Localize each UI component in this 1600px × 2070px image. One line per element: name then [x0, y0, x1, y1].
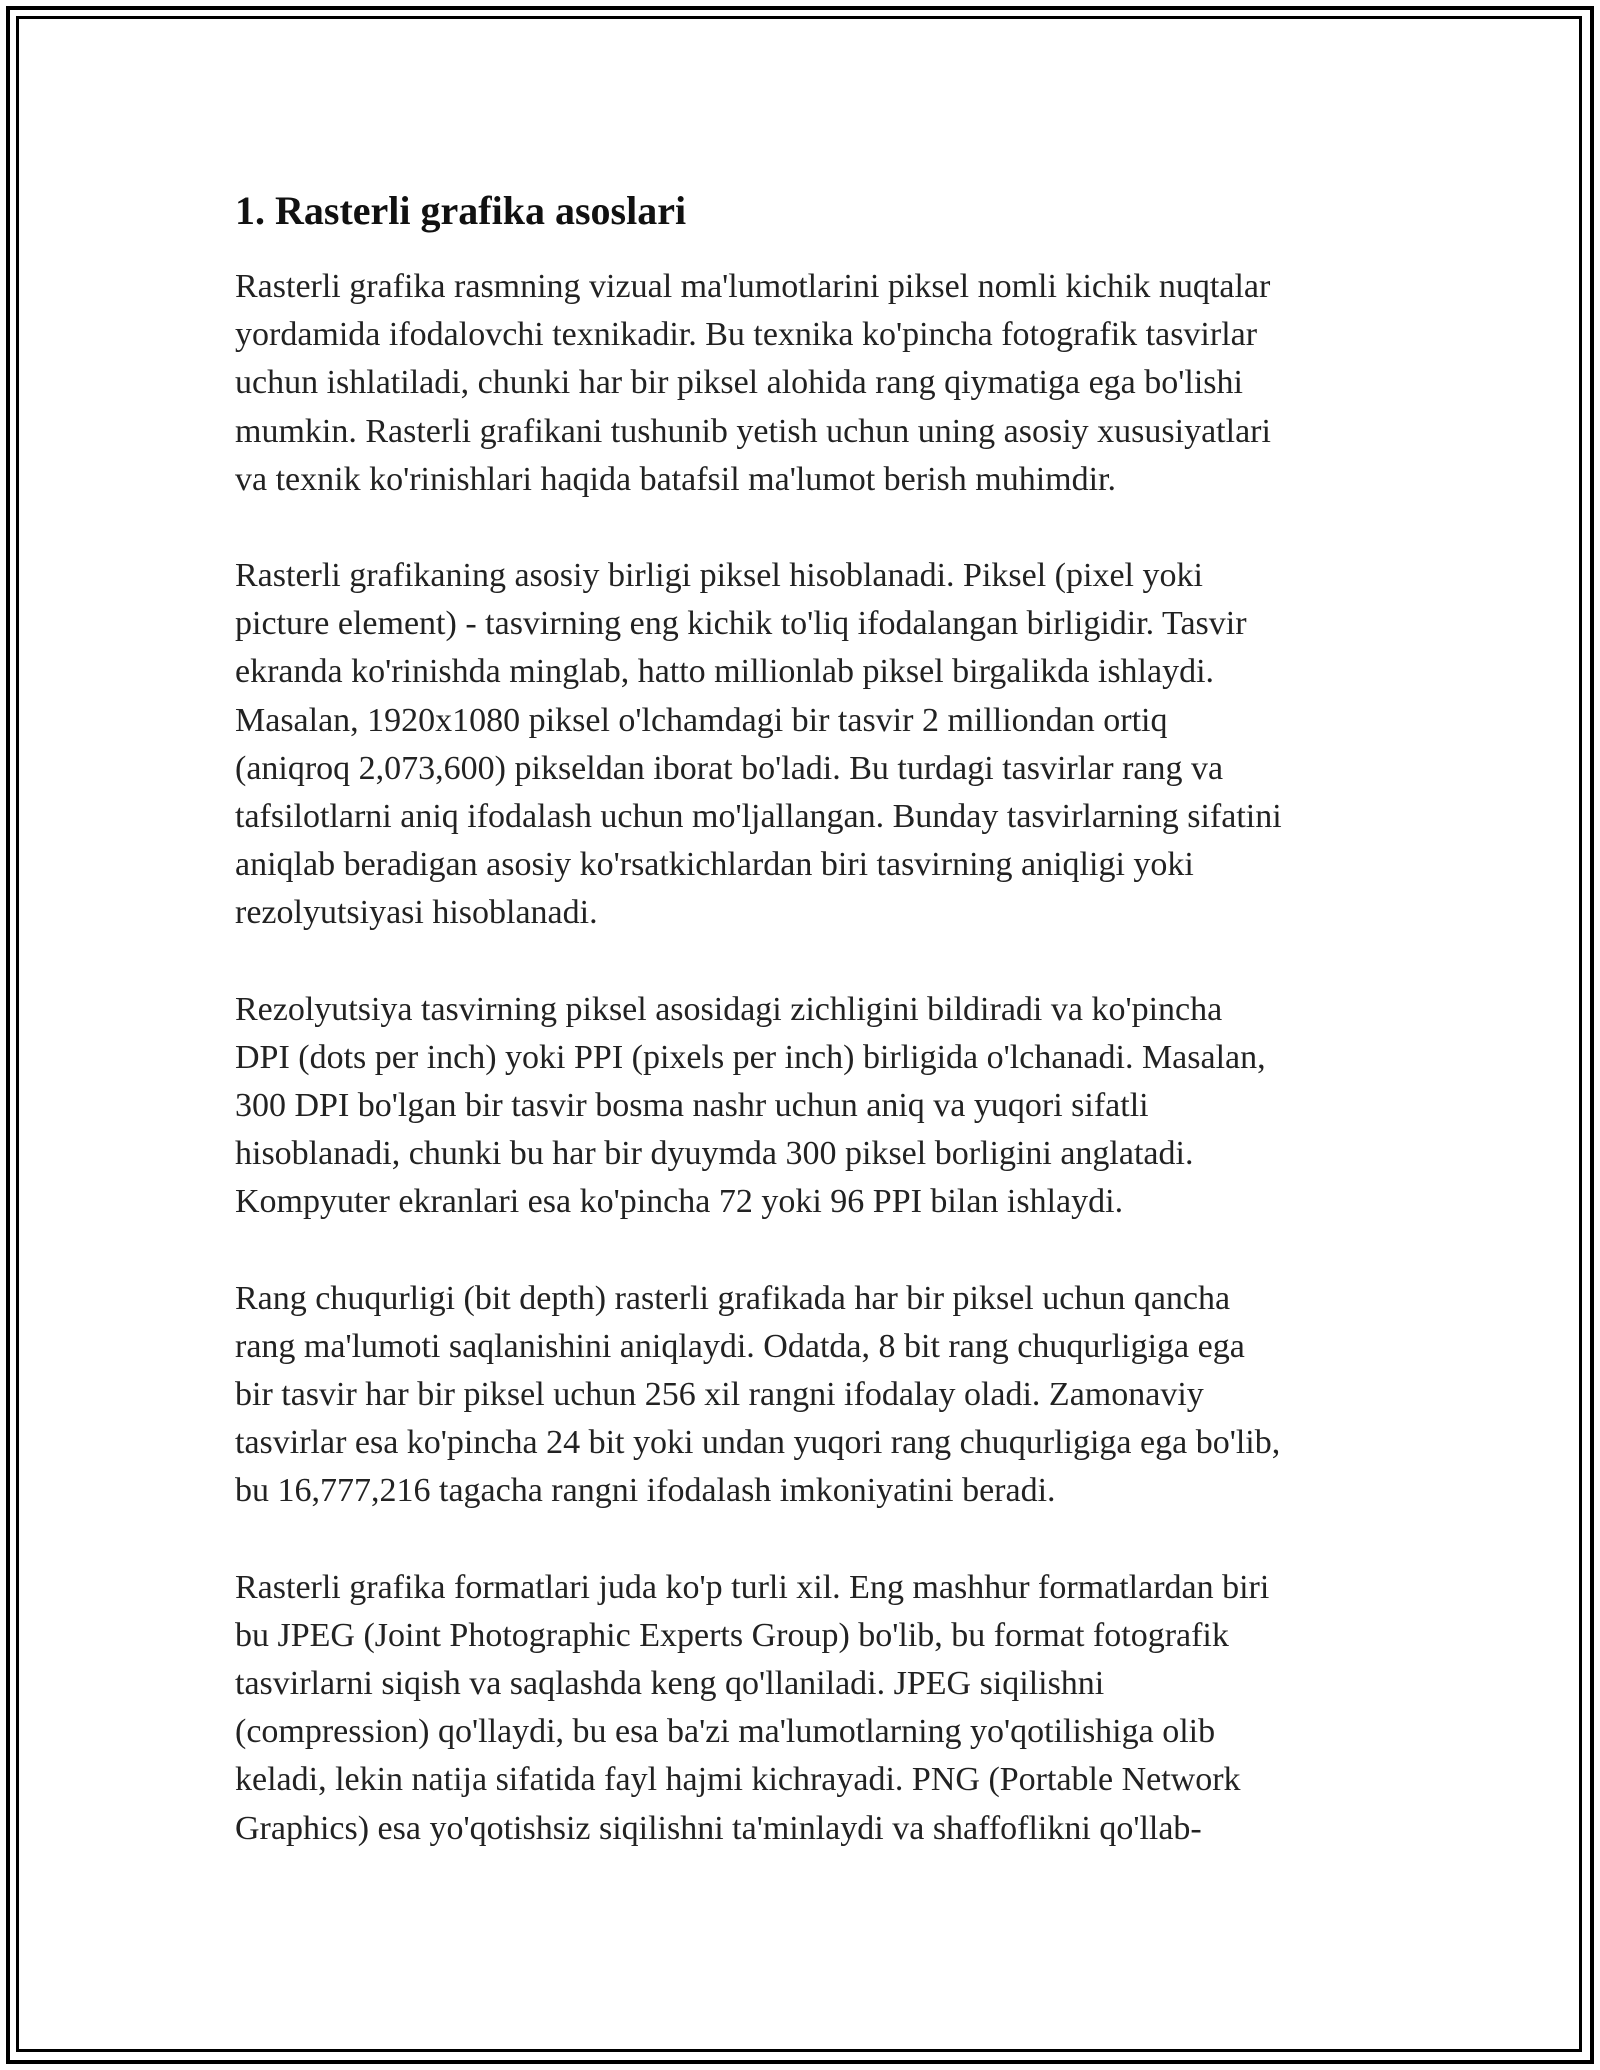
- paragraph-resolution: [235, 986, 1375, 1227]
- text-line: bu 16,777,216 tagacha rangni ifodalash imkoniyatini beradi.: [235, 1472, 1056, 1510]
- text-line: Rasterli grafikaning asosiy birligi piksel hisoblanadi. Piksel (pixel yoki: [235, 557, 1203, 595]
- text-line: Rang chuqurligi (bit depth) rasterli grafikada har bir piksel uchun qancha: [235, 1279, 1231, 1317]
- text-line: picture element) - tasvirning eng kichik to'liq ifodalangan birligidir. Tasvir: [235, 605, 1247, 643]
- text-line: Masalan, 1920x1080 piksel o'lchamdagi bir tasvir 2 milliondan ortiq: [235, 701, 1168, 739]
- text-line: 300 DPI bo'lgan bir tasvir bosma nashr uchun aniq va yuqori sifatli: [235, 1087, 1149, 1125]
- paragraph-pixel: [235, 552, 1375, 938]
- text-line: Rasterli grafika rasmning vizual ma'lumotlarini piksel nomli kichik nuqtalar: [235, 268, 1271, 305]
- text-line: tafsilotlarni aniq ifodalash uchun mo'ljallangan. Bunday tasvirlarning sifatini: [235, 798, 1282, 836]
- text-line: Rezolyutsiya tasvirning piksel asosidagi zichligini bildiradi va ko'pincha: [235, 990, 1223, 1028]
- text-line: keladi, lekin natija sifatida fayl hajmi kichrayadi. PNG (Portable Network: [235, 1761, 1241, 1799]
- text-line: rezolyutsiyasi hisoblanadi.: [235, 894, 598, 932]
- text-line: (aniqroq 2,073,600) pikseldan iborat bo'ladi. Bu turdagi tasvirlar rang va: [235, 749, 1224, 787]
- paragraph-bit-depth: [235, 1275, 1375, 1516]
- text-line: Rasterli grafika formatlari juda ko'p turli xil. Eng mashhur formatlardan biri: [235, 1568, 1270, 1606]
- text-line: bir tasvir har bir piksel uchun 256 xil rangni ifodalay oladi. Zamonaviy: [235, 1376, 1204, 1414]
- text-line: DPI (dots per inch) yoki PPI (pixels per inch) birligida o'lchanadi. Masalan,: [235, 1038, 1266, 1076]
- text-line: mumkin. Rasterli grafikani tushunib yetish uchun uning asosiy xususiyatlari: [235, 412, 1271, 450]
- text-line: rang ma'lumoti saqlanishini aniqlaydi. Odatda, 8 bit rang chuqurligiga ega: [235, 1327, 1245, 1365]
- text-line: tasvirlar esa ko'pincha 24 bit yoki undan yuqori rang chuqurligiga ega bo'lib,: [235, 1424, 1281, 1462]
- section-heading: 1. Rasterli grafika asoslari: [235, 188, 687, 233]
- text-line: uchun ishlatiladi, chunki har bir piksel alohida rang qiymatiga ega bo'lishi: [235, 364, 1243, 402]
- text-line: (compression) qo'llaydi, bu esa ba'zi ma'lumotlarning yo'qotilishiga olib: [235, 1713, 1216, 1751]
- text-line: Graphics) esa yo'qotishsiz siqilishni ta'minlaydi va shaffoflikni qo'llab-: [235, 1809, 1202, 1847]
- text-line: ekranda ko'rinishda minglab, hatto millionlab piksel birgalikda ishlaydi.: [235, 653, 1215, 691]
- text-line: bu JPEG (Joint Photographic Experts Group) bo'lib, bu format fotografik: [235, 1616, 1229, 1654]
- text-line: hisoblanadi, chunki bu har bir dyuymda 300 piksel borligini anglatadi.: [235, 1135, 1194, 1173]
- text-line: Kompyuter ekranlari esa ko'pincha 72 yoki 96 PPI bilan ishlaydi.: [235, 1183, 1124, 1221]
- text-line: va texnik ko'rinishlari haqida batafsil ma'lumot berish muhimdir.: [235, 460, 1116, 498]
- paragraph-formats: [235, 1564, 1375, 1853]
- text-line: aniqlab beradigan asosiy ko'rsatkichlardan biri tasvirning aniqligi yoki: [235, 846, 1194, 884]
- document-body: [235, 185, 1375, 1901]
- paragraph-intro: [235, 263, 1375, 504]
- text-line: tasvirlarni siqish va saqlashda keng qo'llaniladi. JPEG siqilishni: [235, 1665, 1105, 1703]
- text-line: yordamida ifodalovchi texnikadir. Bu texnika ko'pincha fotografik tasvirlar: [235, 316, 1258, 354]
